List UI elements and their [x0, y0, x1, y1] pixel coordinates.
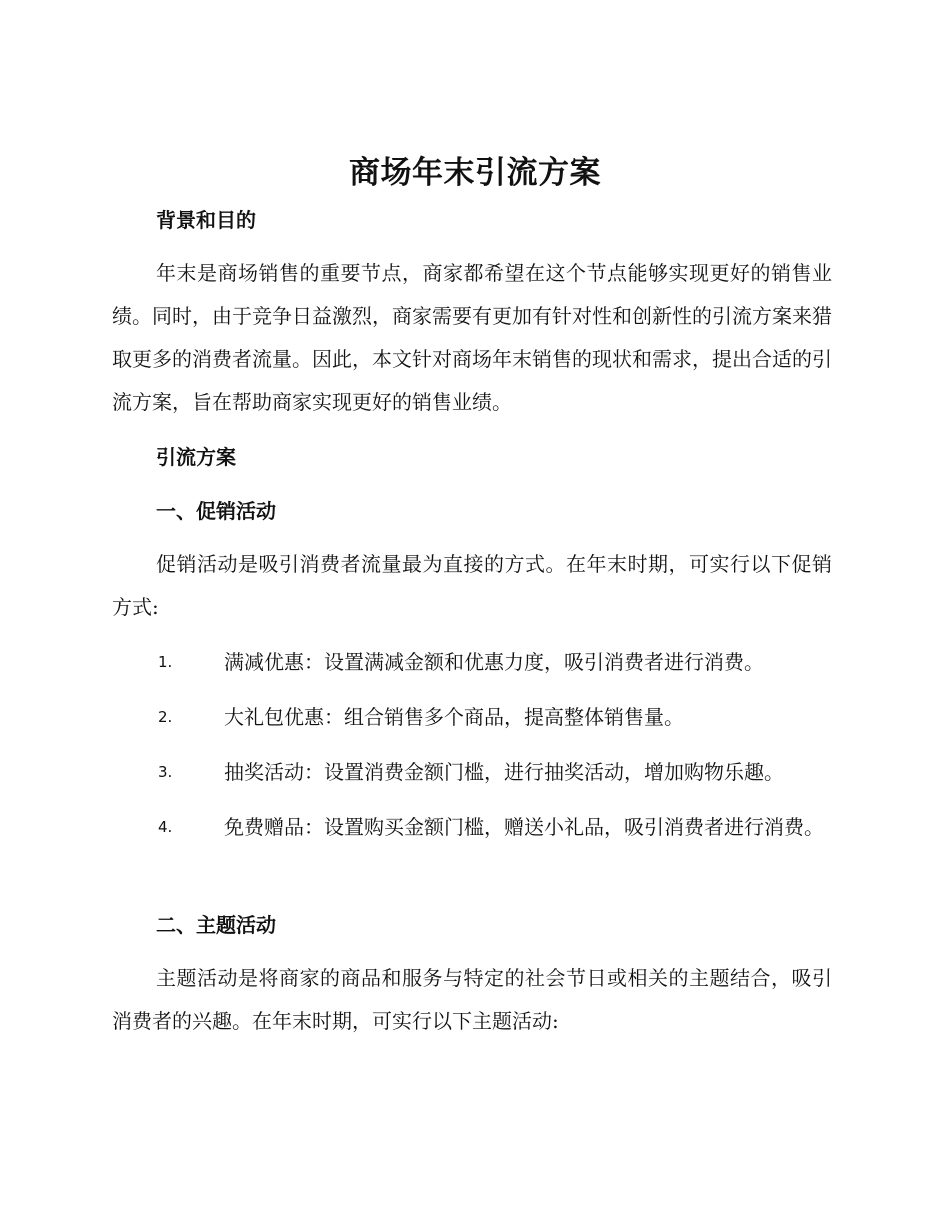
list-item-number: 2. — [158, 708, 173, 726]
list-item-text: 满减优惠：设置满减金额和优惠力度，吸引消费者进行消费。 — [224, 650, 764, 674]
promotion-list — [112, 641, 832, 861]
list-item — [112, 806, 832, 849]
list-item-number: 4. — [158, 818, 173, 836]
list-item-text: 抽奖活动：设置消费金额门槛，进行抽奖活动，增加购物乐趣。 — [224, 760, 784, 784]
list-item-number: 1. — [158, 653, 173, 671]
list-item — [112, 641, 832, 684]
list-item — [112, 696, 832, 739]
list-item-number: 3. — [158, 763, 173, 781]
paragraph-promotions: 促销活动是吸引消费者流量最为直接的方式。在年末时期，可实行以下促销方式: — [112, 552, 832, 619]
list-item — [112, 751, 832, 794]
section-heading-background: 背景和目的 — [156, 208, 256, 232]
paragraph-theme-events: 主题活动是将商家的商品和服务与特定的社会节日或相关的主题结合，吸引消费者的兴趣。在年末时期，可实行以下主题活动: — [112, 966, 832, 1033]
section-heading-promotions: 一、促销活动 — [156, 499, 276, 523]
list-item-text: 大礼包优惠：组合销售多个商品，提高整体销售量。 — [224, 705, 684, 729]
section-heading-theme-events: 二、主题活动 — [156, 913, 276, 937]
paragraph-background: 年末是商场销售的重要节点，商家都希望在这个节点能够实现更好的销售业绩。同时，由于竞争日益激烈，商家需要有更加有针对性和创新性的引流方案来猎取更多的消费者流量。因此，本文针对商场年末销售的现状和需求，提出合适的引流方案，旨在帮助商家实现更好的销售业绩。 — [112, 261, 832, 414]
document-title: 商场年末引流方案 — [349, 155, 601, 191]
list-item-text: 免费赠品：设置购买金额门槛，赠送小礼品，吸引消费者进行消费。 — [224, 815, 824, 839]
section-heading-traffic-plan: 引流方案 — [156, 445, 236, 469]
